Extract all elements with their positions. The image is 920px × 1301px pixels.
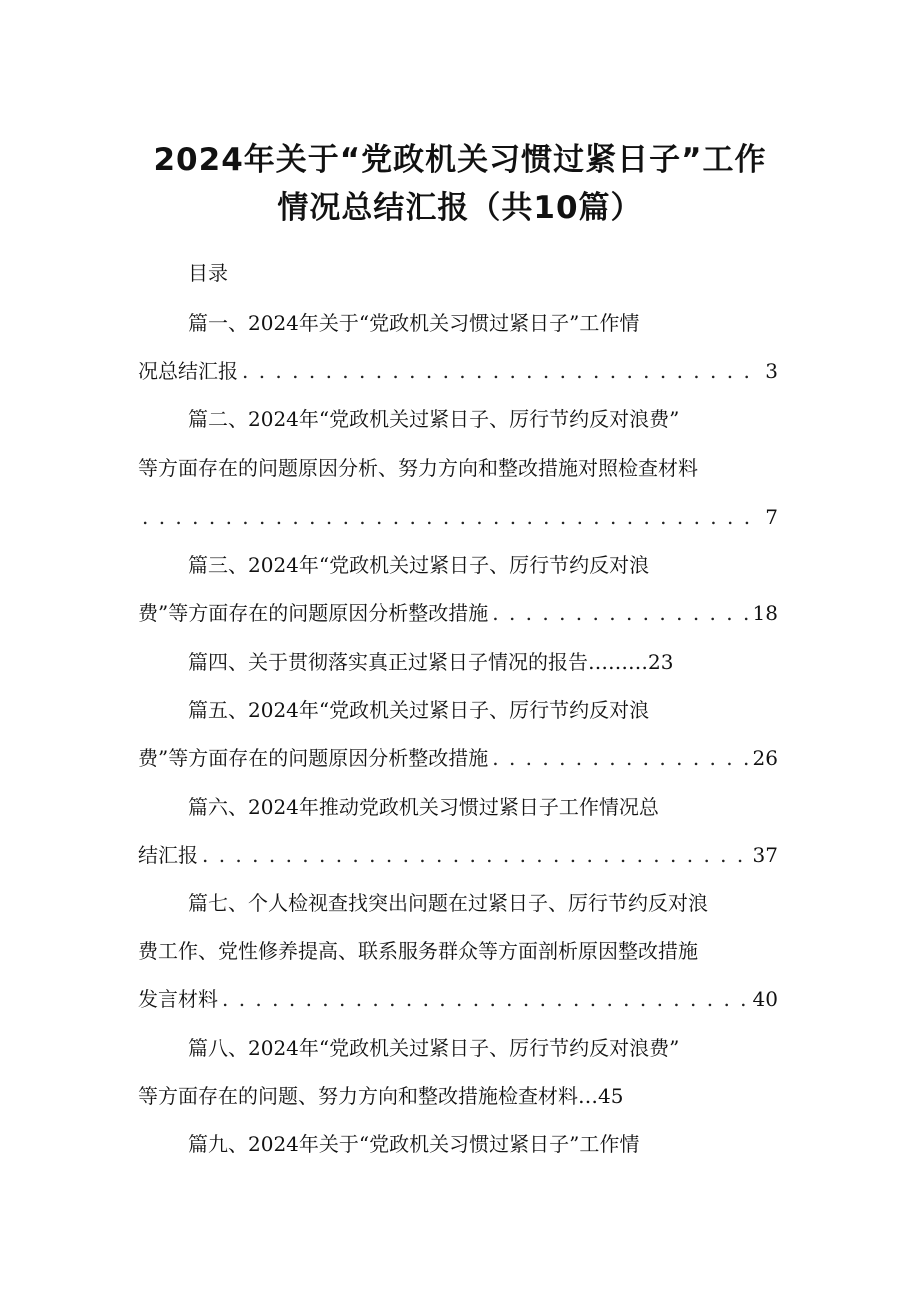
- toc-entry-3-line-1: 篇三、2024年“党政机关过紧日子、厉行节约反对浪: [188, 553, 650, 577]
- toc-entry-7-line-1: 篇七、个人检视查找突出问题在过紧日子、厉行节约反对浪: [188, 891, 708, 915]
- toc-entry-8-line-1: 篇八、2024年“党政机关过紧日子、厉行节约反对浪费”: [188, 1036, 680, 1060]
- title-line-1: 2024年关于“党政机关习惯过紧日子”工作: [153, 142, 767, 178]
- toc-entry-2-page: 7: [765, 505, 778, 529]
- toc-entry-9-line-1: 篇九、2024年关于“党政机关习惯过紧日子”工作情: [188, 1132, 640, 1156]
- toc-entry-1-page: 3: [765, 359, 778, 383]
- dot-leader: [242, 356, 761, 386]
- toc-entry-1-tail: 况总结汇报: [138, 359, 238, 383]
- toc-entry-5-tail: 费”等方面存在的问题原因分析整改措施: [138, 746, 489, 770]
- dot-leader: [492, 598, 748, 628]
- toc-entry-7-page: 40: [752, 987, 778, 1011]
- toc-entry-6-tail: 结汇报: [138, 843, 198, 867]
- toc-entry-7-line-2: 费工作、党性修养提高、联系服务群众等方面剖析原因整改措施: [138, 939, 698, 963]
- toc-entry-8-line-2: 等方面存在的问题、努力方向和整改措施检查材料…45: [138, 1084, 624, 1108]
- toc-entry-6-page: 37: [752, 843, 778, 867]
- dot-leader: [142, 502, 761, 532]
- toc-entry-3-tail: 费”等方面存在的问题原因分析整改措施: [138, 601, 489, 625]
- toc-entry-2-line-2: 等方面存在的问题原因分析、努力方向和整改措施对照检查材料: [138, 456, 698, 480]
- toc-entry-5-line-1: 篇五、2024年“党政机关过紧日子、厉行节约反对浪: [188, 698, 650, 722]
- toc-entry-1-line-1: 篇一、2024年关于“党政机关习惯过紧日子”工作情: [188, 311, 640, 335]
- toc-entry-2-leader: [138, 502, 778, 532]
- toc-entry-7-tail: 发言材料: [138, 987, 218, 1011]
- dot-leader: [492, 743, 748, 773]
- toc-entry-5-page: 26: [752, 746, 778, 770]
- toc-entry-4-line-1: 篇四、关于贯彻落实真正过紧日子情况的报告………23: [188, 650, 674, 674]
- document-title: [0, 136, 920, 232]
- toc-entry-2-line-1: 篇二、2024年“党政机关过紧日子、厉行节约反对浪费”: [188, 407, 680, 431]
- toc-entry-3-page: 18: [752, 601, 778, 625]
- dot-leader: [222, 984, 749, 1014]
- toc-heading: 目录: [188, 261, 228, 285]
- toc-entry-5-leader: [138, 743, 778, 773]
- dot-leader: [202, 840, 749, 870]
- title-line-2: 情况总结汇报（共10篇）: [277, 190, 643, 226]
- toc-entry-6-line-1: 篇六、2024年推动党政机关习惯过紧日子工作情况总: [188, 795, 659, 819]
- toc-entry-1-leader: [138, 356, 778, 386]
- toc-entry-7-leader: [138, 984, 778, 1014]
- toc-entry-6-leader: [138, 840, 778, 870]
- toc-entry-3-leader: [138, 598, 778, 628]
